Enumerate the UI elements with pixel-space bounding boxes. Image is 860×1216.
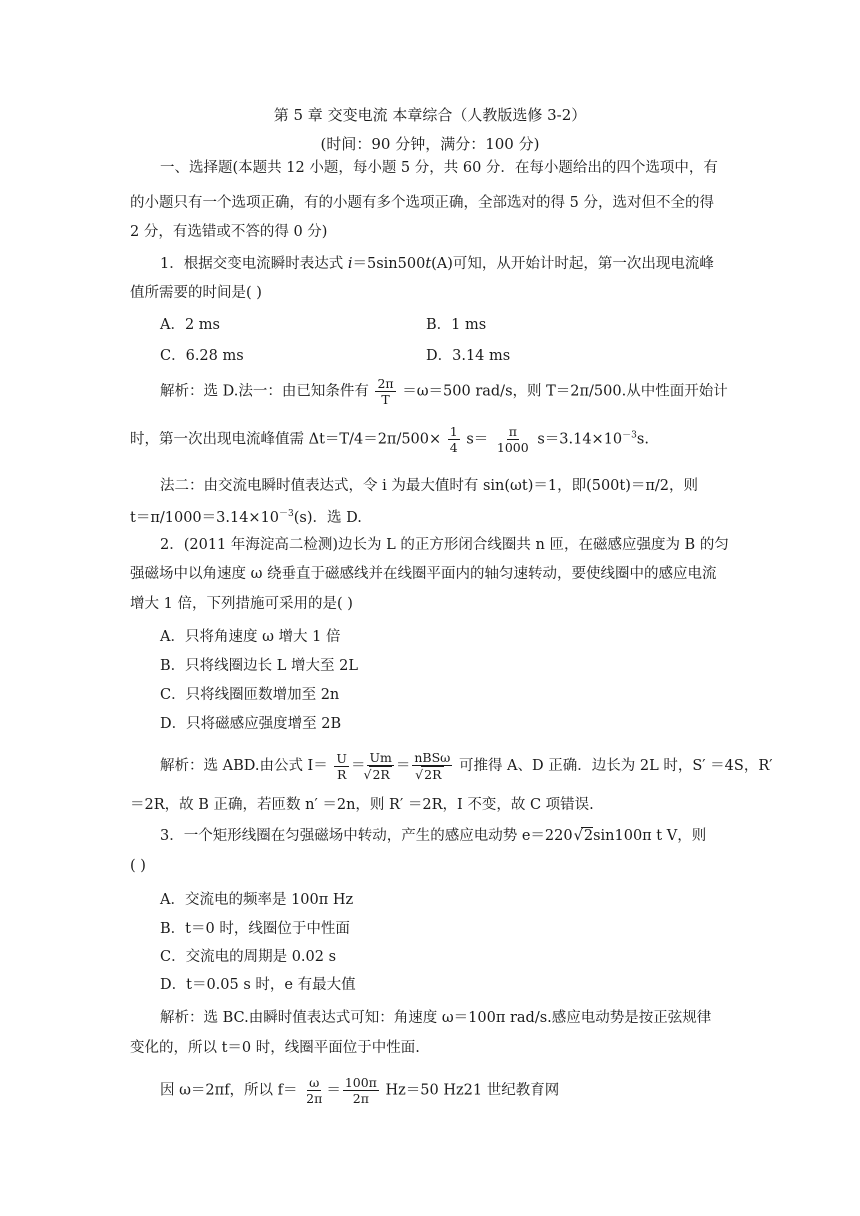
page-title: 第 5 章 交变电流 本章综合（人教版选修 3-2）	[273, 106, 587, 124]
q2-option-c: C．只将线圈匝数增加至 2n	[160, 687, 340, 703]
q2-solution-line-2: ＝2R，故 B 正确，若匝数 n′ ＝2n，则 R′ ＝2R，I 不变，故 C 项错误.	[130, 797, 594, 813]
section-intro-line-1: 一、选择题(本题共 12 小题，每小题 5 分，共 60 分．在每小题给出的四个选项中，有	[160, 160, 718, 176]
q2-option-d: D．只将磁感应强度增至 2B	[160, 716, 342, 732]
section-intro-line-2: 的小题只有一个选项正确，有的小题有多个选项正确，全部选对的得 5 分，选对但不全的得	[130, 195, 714, 211]
q3-option-b: B．t＝0 时，线圈位于中性面	[160, 921, 350, 937]
fraction-u-over-r: $\frac{U}{R}$	[336, 750, 347, 782]
q1-solution-line-1: 解析：选 D.法一：由已知条件有 $\frac{2\pi}{T}$ ＝ω＝500 rad/s，则 T＝2π/500.从中性面开始计	[160, 376, 728, 407]
page-subtitle: (时间：90 分钟，满分：100 分)	[320, 135, 540, 153]
section-intro-line-3: 2 分，有选错或不答的得 0 分)	[130, 224, 328, 240]
q1-stem-line-1: 1．根据交变电流瞬时表达式 i＝5sin500t(A)可知，从开始计时起，第一次出现电流峰	[160, 256, 714, 272]
q1-option-b: B．1 ms	[426, 317, 487, 333]
q2-stem-line-2: 强磁场中以角速度 ω 绕垂直于磁感线并在线圈平面内的轴匀速转动，要使线圈中的感应电流	[130, 566, 717, 582]
q3-stem-line-2: ( )	[130, 858, 146, 874]
fraction-100pi-over-2pi: $\frac{100\pi}{2\pi}$	[344, 1075, 377, 1106]
q1-solution-line-2: 时，第一次出现电流峰值需 Δt＝T/4＝2π/500× $\frac{1}{4}$ s＝ $\frac{\pi}{1000}$ $s=3.14\times 10^{-3}s$.	[130, 424, 649, 455]
fraction-omega-over-2pi: $\frac{\omega}{2\pi}$	[306, 1075, 323, 1106]
q3-option-a: A．交流电的频率是 100π Hz	[160, 892, 354, 908]
fraction-nbsw-over-sqrt2r: nBSω √ 2R	[412, 750, 452, 782]
q3-solution-line-1: 解析：选 BC.由瞬时值表达式可知：角速度 ω＝100π rad/s.感应电动势是按正弦规律	[160, 1010, 712, 1026]
q1-stem-line-2: 值所需要的时间是( )	[130, 285, 262, 301]
q1-option-c: C．6.28 ms	[160, 348, 244, 364]
q1-solution-line-4: $t=\pi/1000=3.14\times 10^{-3}(s)$．选 D.	[130, 509, 362, 526]
q2-stem-line-1: 2．(2011 年海淀高二检测)边长为 L 的正方形闭合线圈共 n 匝，在磁感应强度为 B 的匀	[160, 537, 729, 553]
q3-option-d: D．t＝0.05 s 时，e 有最大值	[160, 977, 356, 993]
sqrt-2: √ 2	[581, 827, 593, 844]
q3-stem-line-1: 3．一个矩形线圈在匀强磁场中转动，产生的感应电动势 e＝220√ 2sin100π t V，则	[160, 826, 730, 846]
fraction-2pi-over-t: $\frac{2\pi}{T}$	[377, 376, 394, 407]
fraction-um-over-sqrt2r: Um √ 2R	[367, 750, 393, 782]
q2-solution-line-1: 解析：选 ABD.由公式 I＝ $\frac{U}{R}$ ＝ Um √ 2R ＝ nBSω √ 2R 可推得 A、D 正确．边长为 2L 时，S′ ＝4S，R′	[160, 750, 730, 782]
q3-solution-line-3: 因 ω＝2πf，所以 f＝ $\frac{\omega}{2\pi}$ ＝ $\frac{100\pi}{2\pi}$ Hz＝50 Hz21 世纪教育网	[160, 1075, 560, 1106]
q3-option-c: C．交流电的周期是 0.02 s	[160, 949, 337, 965]
fraction-pi-over-1000: $\frac{\pi}{1000}$	[496, 424, 529, 455]
q1-option-d: D．3.14 ms	[426, 348, 511, 364]
q2-option-b: B．只将线圈边长 L 增大至 2L	[160, 658, 358, 674]
q3-solution-line-2: 变化的，所以 t＝0 时，线圈平面位于中性面.	[130, 1040, 420, 1056]
q1-solution-line-3: 法二：由交流电瞬时值表达式，令 i 为最大值时有 sin(ωt)＝1，即(500t)＝π/2，则	[160, 478, 699, 494]
q2-stem-line-3: 增大 1 倍，下列措施可采用的是( )	[130, 596, 353, 612]
fraction-1-over-4: $\frac{1}{4}$	[449, 424, 458, 455]
q2-option-a: A．只将角速度 ω 增大 1 倍	[160, 629, 341, 645]
q1-option-a: A．2 ms	[160, 317, 220, 333]
